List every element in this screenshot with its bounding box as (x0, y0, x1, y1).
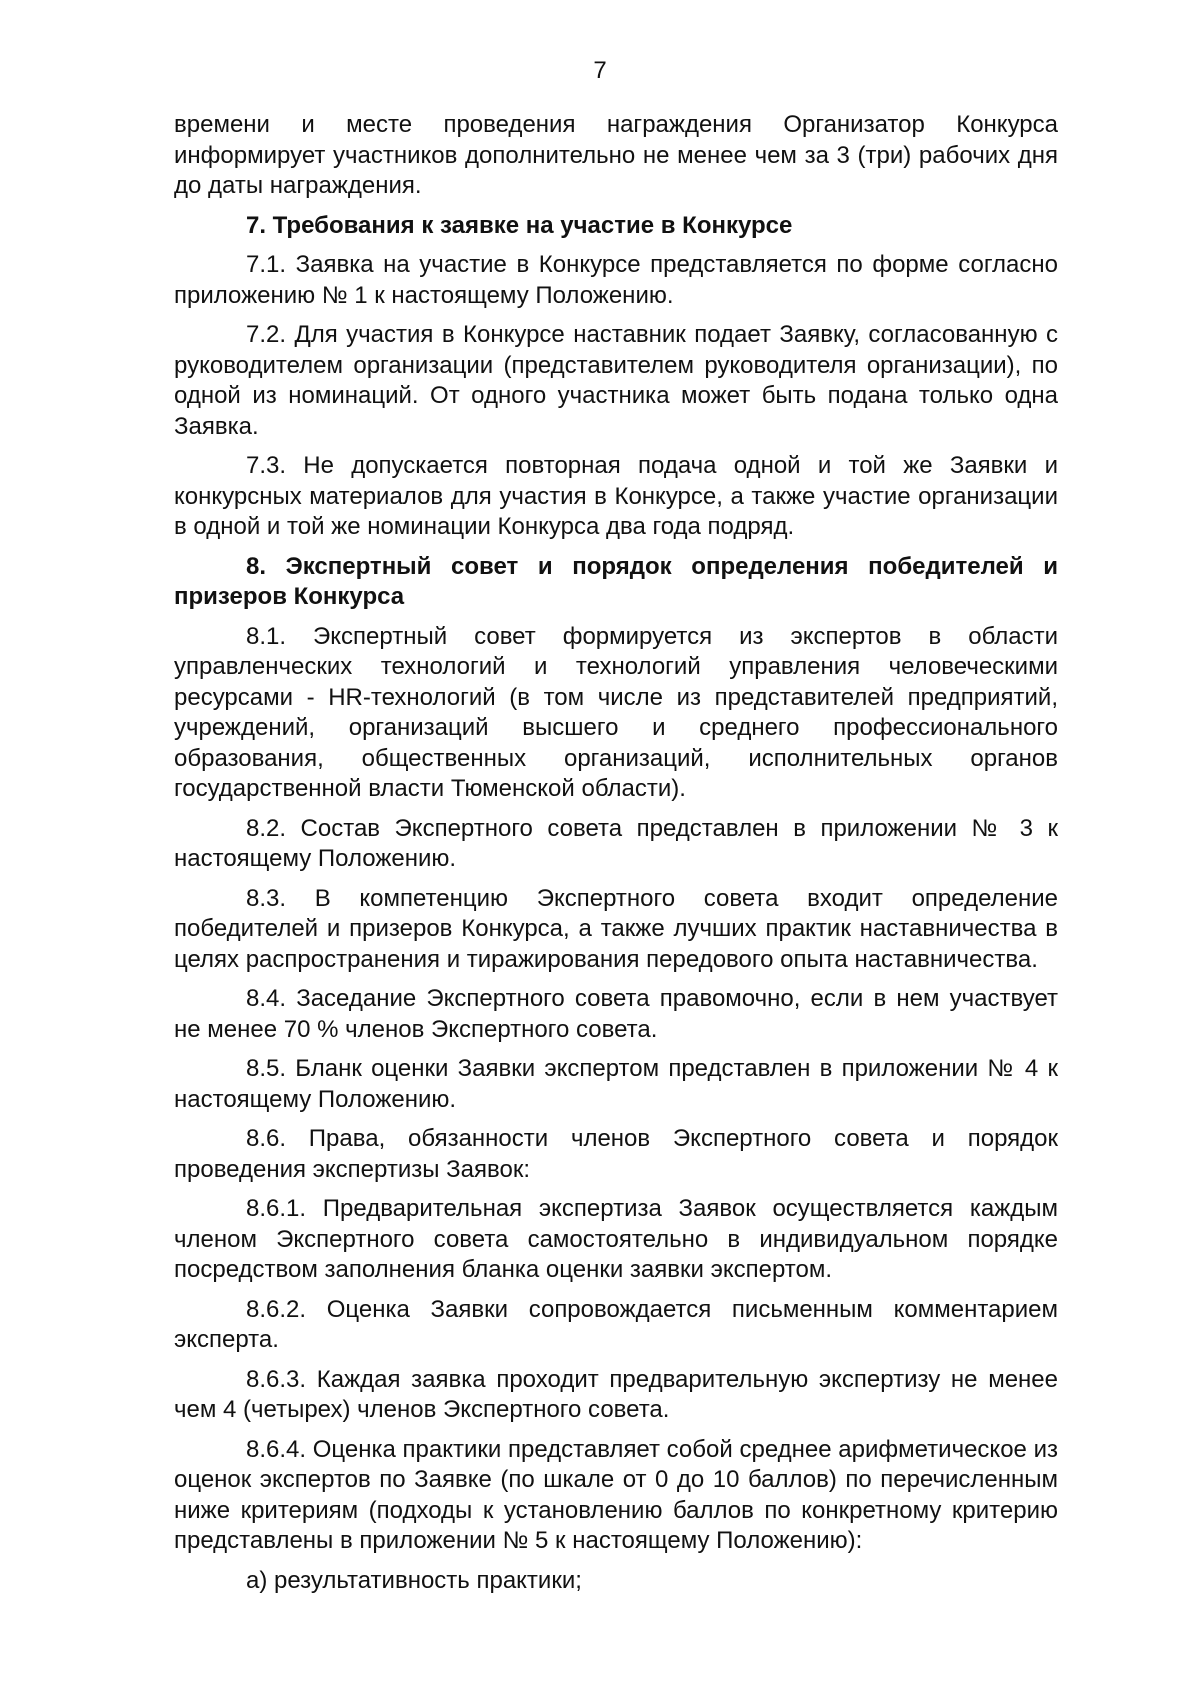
paragraph-8-1: 8.1. Экспертный совет формируется из экспертов в области управленческих технологий и технологий управления человеческими ресурсами - HR-технологий (в том числе из представителей предприятий, учреждений, организаций высшего и среднего профессионального образования, общественных организаций, исполнительных органов государственной власти Тюменской области). (174, 622, 1058, 802)
paragraph-7-3: 7.3. Не допускается повторная подача одной и той же Заявки и конкурсных материалов для участия в Конкурсе, а также участие организации в одной и той же номинации Конкурса два года подряд. (174, 452, 1058, 540)
section-heading-7: 7. Требования к заявке на участие в Конкурсе (246, 211, 793, 239)
paragraph-8-6-1: 8.6.1. Предварительная экспертиза Заявок осуществляется каждым членом Экспертного совета самостоятельно в индивидуальном порядке посредством заполнения бланка оценки заявки экспертом. (174, 1195, 1058, 1283)
paragraph-8-6-3: 8.6.3. Каждая заявка проходит предварительную экспертизу не менее чем 4 (четырех) членов Экспертного совета. (174, 1365, 1058, 1423)
paragraph-8-2: 8.2. Состав Экспертного совета представлен в приложении № 3 к настоящему Положению. (174, 814, 1058, 872)
paragraph-8-3: 8.3. В компетенцию Экспертного совета входит определение победителей и призеров Конкурса, а также лучших практик наставничества в целях распространения и тиражирования передового опыта наставничества. (174, 884, 1058, 973)
paragraph-8-5: 8.5. Бланк оценки Заявки экспертом представлен в приложении № 4 к настоящему Положению. (174, 1055, 1058, 1113)
page-number: 7 (593, 57, 607, 84)
paragraph-7-1: 7.1. Заявка на участие в Конкурсе представляется по форме согласно приложению № 1 к настоящему Положению. (174, 251, 1058, 309)
section-heading-8: 8. Экспертный совет и порядок определения победителей и призеров Конкурса (174, 552, 1058, 610)
list-item-a: а) результативность практики; (246, 1566, 582, 1594)
paragraph-8-6-4: 8.6.4. Оценка практики представляет собой среднее арифметическое из оценок экспертов по Заявке (по шкале от 0 до 10 баллов) по перечисленным ниже критериям (подходы к установлению баллов по конкретному критерию представлены в приложении № 5 к настоящему Положению): (174, 1435, 1058, 1554)
paragraph-8-6: 8.6. Права, обязанности членов Экспертного совета и порядок проведения экспертизы Заявок: (174, 1125, 1058, 1183)
paragraph-award-notice: времени и месте проведения награждения Организатор Конкурса информирует участников дополнительно не менее чем за 3 (три) рабочих дня до даты награждения. (174, 111, 1058, 199)
paragraph-8-6-2: 8.6.2. Оценка Заявки сопровождается письменным комментарием эксперта. (174, 1295, 1058, 1353)
paragraph-7-2: 7.2. Для участия в Конкурсе наставник подает Заявку, согласованную с руководителем организации (представителем руководителя организации), по одной из номинаций. От одного участника может быть подана только одна Заявка. (174, 321, 1058, 440)
paragraph-8-4: 8.4. Заседание Экспертного совета правомочно, если в нем участвует не менее 70 % членов Экспертного совета. (174, 985, 1058, 1043)
document-body (174, 110, 1058, 1605)
